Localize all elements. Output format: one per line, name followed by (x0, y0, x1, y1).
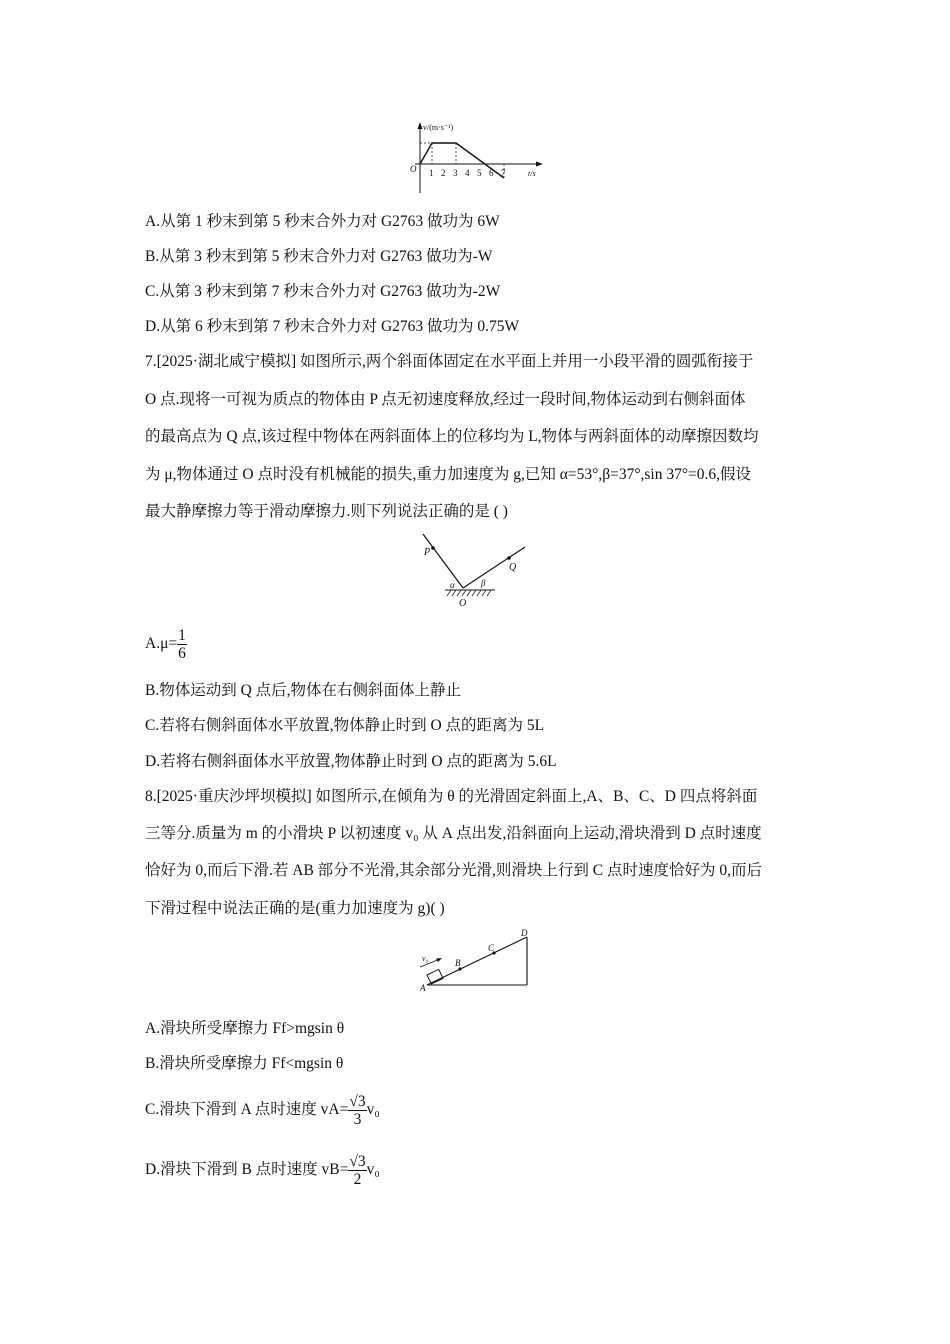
slider-incline-figure (415, 927, 535, 995)
point-b-label: B (455, 958, 461, 968)
q8-option-a: A.滑块所受摩擦力 Ff>mgsin θ (145, 1020, 345, 1037)
point-o-label: O (459, 598, 467, 609)
y-axis-label: v/(m·s⁻¹) (423, 123, 454, 132)
q8-option-c-prefix: C.滑块下滑到 A 点时速度 vA= (145, 1101, 349, 1118)
q8-stem-line: 恰好为 0,而后下滑.若 AB 部分不光滑,其余部分光滑,则滑块上行到 C 点时速度恰好为 0,而后 (145, 862, 762, 879)
q8-option-b: B.滑块所受摩擦力 Ff<mgsin θ (145, 1055, 344, 1072)
q6-option-b: B.从第 3 秒末到第 5 秒末合外力对 G2763 做功为-W (145, 248, 493, 265)
tick-label: 1 (429, 168, 434, 178)
fraction (348, 1153, 366, 1188)
fraction-numerator: √3 (349, 1152, 366, 1170)
q7-stem-line: 最大静摩擦力等于滑动摩擦力.则下列说法正确的是 ( ) (145, 503, 508, 520)
alpha-label: α (450, 580, 455, 590)
tick-label: 3 (453, 168, 458, 178)
q8-option-c (145, 1088, 380, 1132)
q7-option-d: D.若将右侧斜面体水平放置,物体静止时到 O 点的距离为 5.6L (145, 753, 557, 770)
q6-option-c: C.从第 3 秒末到第 7 秒末合外力对 G2763 做功为-2W (145, 283, 501, 300)
tick-label: 2 (441, 168, 446, 178)
fraction-numerator: 1 (178, 626, 186, 644)
q7-option-c: C.若将右侧斜面体水平放置,物体静止时到 O 点的距离为 5L (145, 717, 545, 734)
vt-graph (405, 118, 545, 198)
fraction-numerator: √3 (349, 1092, 366, 1110)
point-a-label: A (420, 983, 426, 993)
incline-figure (415, 530, 535, 610)
q8-stem-line: 下滑过程中说法正确的是(重力加速度为 g)( ) (145, 900, 445, 917)
q7-option-a-prefix: A.μ= (145, 635, 178, 652)
q8-option-d-suffix: v₀ (366, 1161, 380, 1178)
tick-label: 6 (489, 168, 494, 178)
tick-label: 4 (465, 168, 470, 178)
q7-stem-line: 7.[2025·湖北咸宁模拟] 如图所示,两个斜面体固定在水平面上并用一小段平滑的圆弧衔接于 (145, 353, 754, 370)
v0-label: v₀ (422, 954, 429, 963)
fraction-denominator: 6 (178, 644, 186, 662)
q8-option-d (145, 1148, 380, 1192)
q8-option-c-suffix: v₀ (366, 1101, 380, 1118)
fraction (348, 1093, 366, 1128)
beta-label: β (481, 578, 486, 588)
q8-stem-line: 8.[2025·重庆沙坪坝模拟] 如图所示,在倾角为 θ 的光滑固定斜面上,A、B、C、D 四点将斜面 (145, 788, 758, 805)
q8-stem-line: 三等分.质量为 m 的小滑块 P 以初速度 v₀ 从 A 点出发,沿斜面向上运动,滑块滑到 D 点时速度 (145, 825, 762, 842)
point-d-label: D (521, 928, 528, 938)
q6-option-d: D.从第 6 秒末到第 7 秒末合外力对 G2763 做功为 0.75W (145, 318, 520, 335)
origin-label: O (410, 164, 417, 174)
fraction-denominator: 2 (353, 1170, 362, 1188)
q6-option-a: A.从第 1 秒末到第 5 秒末合外力对 G2763 做功为 6W (145, 213, 500, 230)
point-p-label: P (424, 547, 431, 558)
q7-option-a (145, 622, 187, 666)
q7-option-b: B.物体运动到 Q 点后,物体在右侧斜面体上静止 (145, 682, 462, 699)
q7-stem-line: 的最高点为 Q 点,该过程中物体在两斜面体上的位移均为 L,物体与两斜面体的动摩擦因数均 (145, 428, 759, 445)
tick-label: 5 (477, 168, 482, 178)
q7-stem-line: O 点.现将一可视为质点的物体由 P 点无初速度释放,经过一段时间,物体运动到右侧斜面体 (145, 391, 746, 408)
tick-label: 7 (501, 168, 506, 178)
point-q-label: Q (509, 562, 517, 573)
q7-stem-line: 为 μ,物体通过 O 点时没有机械能的损失,重力加速度为 g,已知 α=53°,β=37°,sin 37°=0.6,假设 (145, 466, 752, 483)
x-axis-label: t/s (528, 169, 536, 178)
fraction-denominator: 3 (353, 1110, 362, 1128)
point-c-label: C (488, 943, 495, 953)
fraction (177, 627, 187, 662)
q8-option-d-prefix: D.滑块下滑到 B 点时速度 vB= (145, 1161, 349, 1178)
